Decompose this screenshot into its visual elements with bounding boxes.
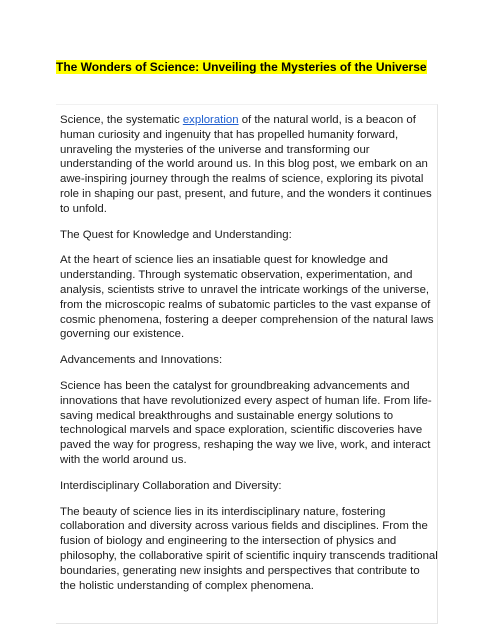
section-heading-collaboration: Interdisciplinary Collaboration and Diversity:	[60, 479, 282, 492]
intro-text-after-link: of the natural world, is a beacon of human curiosity and ingenuity that has propelled humanity forward, unraveling the mysteries of the universe and transforming our understanding of the world around us. In this blog post, we embark on an awe-inspiring journey through the realms of science, exploring its pivotal role in shaping our past, present, and future, and the wonders it continues to unfold.	[60, 114, 432, 215]
exploration-link[interactable]: exploration	[182, 114, 239, 126]
page-title: The Wonders of Science: Unveiling the Mysteries of the Universe	[56, 60, 427, 74]
section-body-collaboration: The beauty of science lies in its interdisciplinary nature, fostering collaboration and diversity across various fields and disciplines. From the fusion of biology and engineering to the intersection of physics and philosophy, the collaborative spirit of scientific inquiry transcends traditional boundaries, generating new insights and perspectives that contribute to the holistic understanding of complex phenomena.	[60, 505, 438, 592]
section-body-advancements: Science has been the catalyst for groundbreaking advancements and innovations that have revolutionized every aspect of human life. From life-saving medical breakthroughs and sustainable energy solutions to technological marvels and space exploration, scientific discoveries have paved the way for progress, reshaping the way we live, work, and interact with the world around us.	[60, 379, 432, 466]
section-heading-quest: The Quest for Knowledge and Understanding:	[60, 228, 292, 241]
section-heading-advancements: Advancements and Innovations:	[60, 354, 223, 367]
intro-paragraph	[60, 113, 438, 217]
article-body	[60, 113, 438, 604]
title-container	[56, 58, 441, 76]
intro-text-before-link: Science, the systematic	[60, 114, 183, 126]
section-body-quest: At the heart of science lies an insatiable quest for knowledge and understanding. Through systematic observation, experimentation, and analysis, scientists strive to unravel the intricate workings of the universe, from the microscopic realms of subatomic particles to the vast expanse of cosmic phenomena, fostering a deeper comprehension of the natural laws governing our existence.	[60, 254, 434, 341]
